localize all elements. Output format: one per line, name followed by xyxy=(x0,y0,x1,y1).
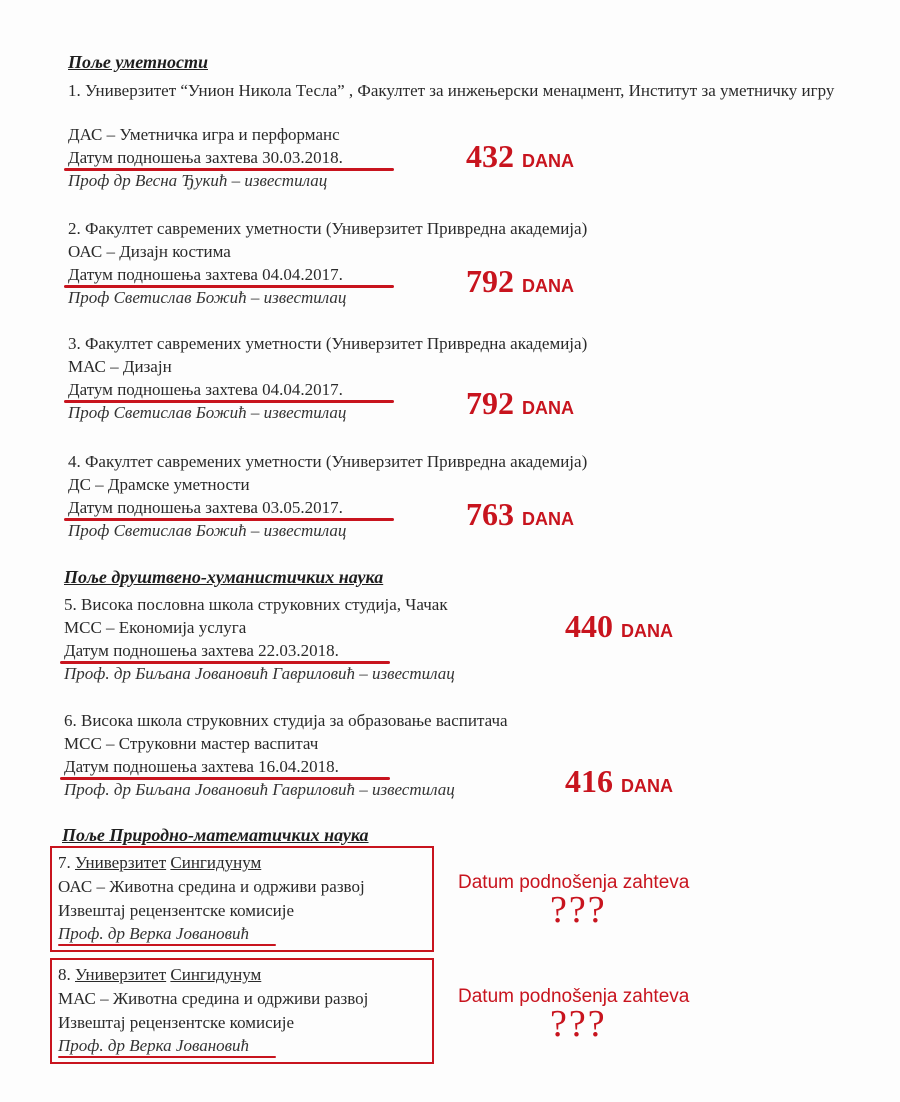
item-6-days-number: 416 xyxy=(565,763,613,799)
item-3-days-label: DANA xyxy=(522,398,574,418)
item-2-days-label: DANA xyxy=(522,276,574,296)
item-5-days xyxy=(565,608,673,645)
item-2-reporter: Проф Светислав Божић – известилац xyxy=(68,288,347,307)
item-3-days xyxy=(466,385,574,422)
item-6-title: 6. Висока школа струковних студија за образовање васпитача xyxy=(64,711,508,730)
item-4-reporter: Проф Светислав Божић – известилац xyxy=(68,521,347,540)
item-7-number: 7. xyxy=(58,853,71,872)
item-2-date: Датум подношења захтева 04.04.2017. xyxy=(68,265,343,284)
item-7-reporter: Проф. др Верка Јовановић xyxy=(58,924,250,943)
item-2-days-number: 792 xyxy=(466,263,514,299)
item-1-date: Датум подношења захтева 30.03.2018. xyxy=(68,148,343,167)
section-heading-arts: Поље уметности xyxy=(68,52,208,72)
item-1-days xyxy=(466,138,574,175)
item-8-question-marks: ??? xyxy=(550,1003,607,1045)
section-heading-natural-math: Поље Природно-математичких наука xyxy=(62,825,369,845)
item-8-program: МАС – Животна средина и одрживи развој xyxy=(58,989,369,1008)
item-4-days-label: DANA xyxy=(522,509,574,529)
item-6-reporter: Проф. др Биљана Јовановић Гавриловић – известилац xyxy=(64,780,455,799)
item-7-title xyxy=(58,852,261,874)
item-1-title: 1. Универзитет “Унион Никола Тесла” , Факултет за инжењерски менаџмент, Институт за уметничку игру xyxy=(68,81,835,100)
item-8-number: 8. xyxy=(58,965,71,984)
item-5-days-number: 440 xyxy=(565,608,613,644)
item-6-days xyxy=(565,763,673,800)
item-2-title: 2. Факултет савремених уметности (Универзитет Привредна академија) xyxy=(68,219,588,238)
item-7-note-text: Datum podnošenja zahteva xyxy=(458,872,690,893)
item-3-days-number: 792 xyxy=(466,385,514,421)
item-1-reporter: Проф др Весна Ђукић – известилац xyxy=(68,171,328,190)
item-5-program: МСС – Економија услуга xyxy=(64,618,247,637)
item-6-date: Датум подношења захтева 16.04.2018. xyxy=(64,757,339,776)
item-7-university-name: Сингидунум xyxy=(170,853,262,872)
item-7-note xyxy=(458,872,689,932)
item-7-program: ОАС – Животна средина и одрживи развој xyxy=(58,877,365,896)
item-2-program: ОАС – Дизајн костима xyxy=(68,242,231,261)
item-7-reporter-underline xyxy=(58,944,276,946)
item-8-report: Извештај рецензентске комисије xyxy=(58,1013,295,1032)
item-4-date: Датум подношења захтева 03.05.2017. xyxy=(68,498,343,517)
item-3-program: МАС – Дизајн xyxy=(68,357,172,376)
item-1-days-label: DANA xyxy=(522,151,574,171)
item-3-title: 3. Факултет савремених уметности (Универзитет Привредна академија) xyxy=(68,334,588,353)
item-7-question-marks: ??? xyxy=(550,889,607,931)
item-2-days xyxy=(466,263,574,300)
item-3-date: Датум подношења захтева 04.04.2017. xyxy=(68,380,343,399)
item-8-reporter: Проф. др Верка Јовановић xyxy=(58,1036,250,1055)
item-4-program: ДС – Драмске уметности xyxy=(68,475,250,494)
item-1-program: ДАС – Уметничка игра и перформанс xyxy=(68,125,340,144)
item-4-days-number: 763 xyxy=(466,496,514,532)
item-5-days-label: DANA xyxy=(621,621,673,641)
item-8-note-text: Datum podnošenja zahteva xyxy=(458,986,690,1007)
item-3-reporter: Проф Светислав Божић – известилац xyxy=(68,403,347,422)
item-7-report: Извештај рецензентске комисије xyxy=(58,901,295,920)
item-8-university-name: Сингидунум xyxy=(170,965,262,984)
item-5-title: 5. Висока пословна школа струковних студија, Чачак xyxy=(64,595,448,614)
item-5-date: Датум подношења захтева 22.03.2018. xyxy=(64,641,339,660)
item-8-reporter-underline xyxy=(58,1056,276,1058)
item-6-program: МСС – Струковни мастер васпитач xyxy=(64,734,319,753)
item-8-title xyxy=(58,964,261,986)
item-1-days-number: 432 xyxy=(466,138,514,174)
item-8-note xyxy=(458,986,689,1046)
item-5-reporter: Проф. др Биљана Јовановић Гавриловић – известилац xyxy=(64,664,455,683)
item-7-university: Универзитет xyxy=(75,853,167,872)
item-8-university: Универзитет xyxy=(75,965,167,984)
item-4-days xyxy=(466,496,574,533)
section-heading-social-humanities: Поље друштвено-хуманистичких наука xyxy=(64,567,384,587)
item-4-title: 4. Факултет савремених уметности (Универзитет Привредна академија) xyxy=(68,452,588,471)
item-6-days-label: DANA xyxy=(621,776,673,796)
